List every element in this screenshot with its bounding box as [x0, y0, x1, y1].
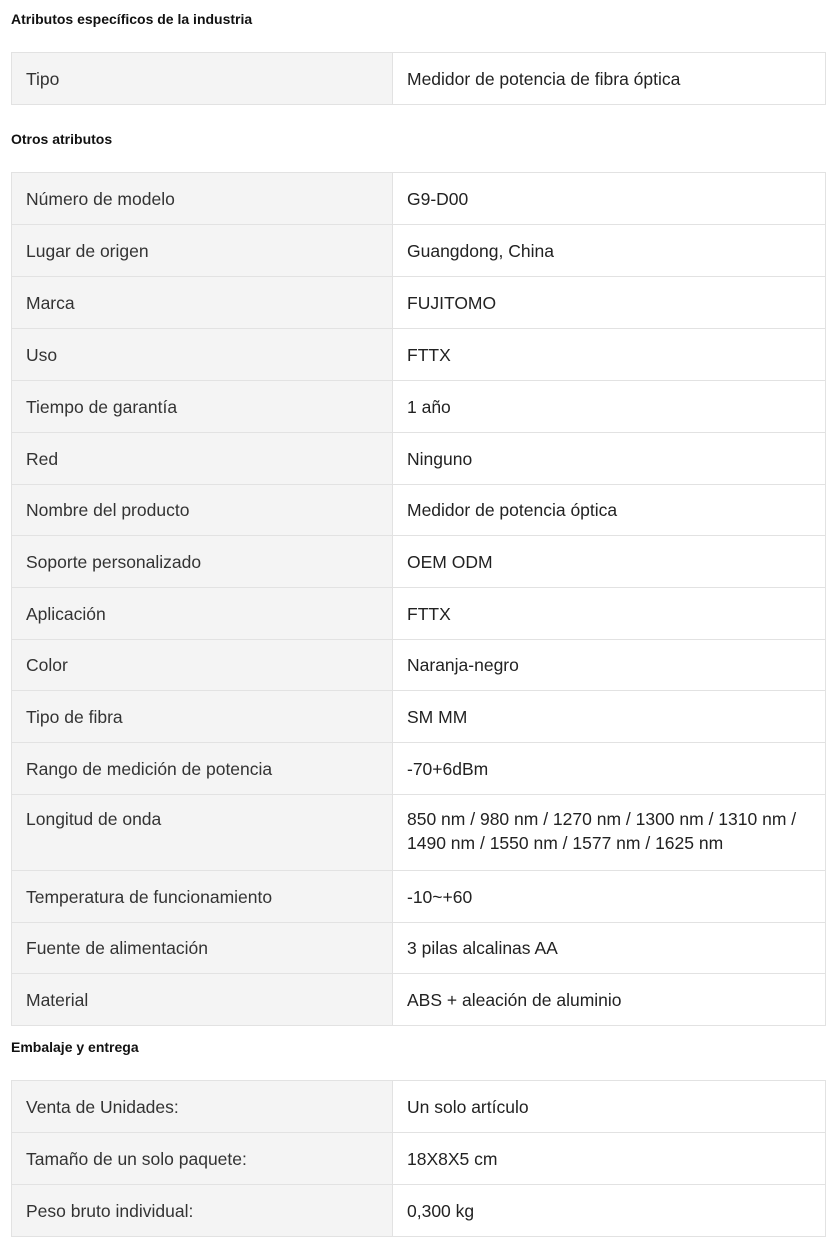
attr-key: Nombre del producto: [12, 485, 393, 536]
attr-key: Tiempo de garantía: [12, 381, 393, 433]
table-row: [12, 588, 826, 640]
attr-value: G9-D00: [393, 173, 826, 225]
industry-attributes-table: [11, 52, 826, 105]
attr-value: FUJITOMO: [393, 277, 826, 329]
table-row: [12, 329, 826, 381]
attr-key: Venta de Unidades:: [12, 1081, 393, 1133]
attr-value: 18X8X5 cm: [393, 1133, 826, 1185]
attr-key: Color: [12, 640, 393, 691]
attr-value: 3 pilas alcalinas AA: [393, 923, 826, 974]
table-row: [12, 173, 826, 225]
attr-value: 0,300 kg: [393, 1185, 826, 1237]
attr-key: Red: [12, 433, 393, 485]
attr-key: Temperatura de funcionamiento: [12, 871, 393, 923]
table-row: [12, 640, 826, 691]
attr-key: Tipo de fibra: [12, 691, 393, 743]
attr-value: Guangdong, China: [393, 225, 826, 277]
attr-key: Peso bruto individual:: [12, 1185, 393, 1237]
section-title-other: Otros atributos: [11, 131, 113, 147]
section-title-packaging: Embalaje y entrega: [11, 1039, 139, 1055]
attr-value: Un solo artículo: [393, 1081, 826, 1133]
attr-key: Material: [12, 974, 393, 1026]
attr-value: FTTX: [393, 329, 826, 381]
attr-value: Medidor de potencia óptica: [393, 485, 826, 536]
attr-value: 1 año: [393, 381, 826, 433]
table-row: [12, 536, 826, 588]
attr-key: Tipo: [12, 53, 393, 105]
attr-key: Soporte personalizado: [12, 536, 393, 588]
table-row: [12, 485, 826, 536]
other-attributes-table: [11, 172, 826, 1026]
table-row: [12, 433, 826, 485]
attr-value: -70+6dBm: [393, 743, 826, 795]
attr-value: Medidor de potencia de fibra óptica: [393, 53, 826, 105]
attr-value: 850 nm / 980 nm / 1270 nm / 1300 nm / 1310 nm / 1490 nm / 1550 nm / 1577 nm / 1625 nm: [393, 795, 826, 871]
attr-value: SM MM: [393, 691, 826, 743]
table-row: [12, 225, 826, 277]
table-row: [12, 923, 826, 974]
attr-value: -10~+60: [393, 871, 826, 923]
table-row: [12, 381, 826, 433]
table-row: [12, 743, 826, 795]
table-row: [12, 871, 826, 923]
attr-value: Naranja-negro: [393, 640, 826, 691]
table-row: [12, 1133, 826, 1185]
table-row: [12, 691, 826, 743]
table-row: [12, 53, 826, 105]
packaging-attributes-table: [11, 1080, 826, 1237]
attr-key: Lugar de origen: [12, 225, 393, 277]
section-title-industry: Atributos específicos de la industria: [11, 11, 253, 27]
table-row: [12, 277, 826, 329]
attr-key: Fuente de alimentación: [12, 923, 393, 974]
attr-value: OEM ODM: [393, 536, 826, 588]
attr-key: Longitud de onda: [12, 795, 393, 871]
attr-value: Ninguno: [393, 433, 826, 485]
attr-key: Rango de medición de potencia: [12, 743, 393, 795]
table-row: [12, 974, 826, 1026]
attr-key: Tamaño de un solo paquete:: [12, 1133, 393, 1185]
attr-value: FTTX: [393, 588, 826, 640]
attr-value: ABS + aleación de aluminio: [393, 974, 826, 1026]
attr-key: Uso: [12, 329, 393, 381]
attr-key: Número de modelo: [12, 173, 393, 225]
table-row: [12, 1081, 826, 1133]
table-row: [12, 795, 826, 871]
attr-key: Marca: [12, 277, 393, 329]
table-row: [12, 1185, 826, 1237]
attr-key: Aplicación: [12, 588, 393, 640]
